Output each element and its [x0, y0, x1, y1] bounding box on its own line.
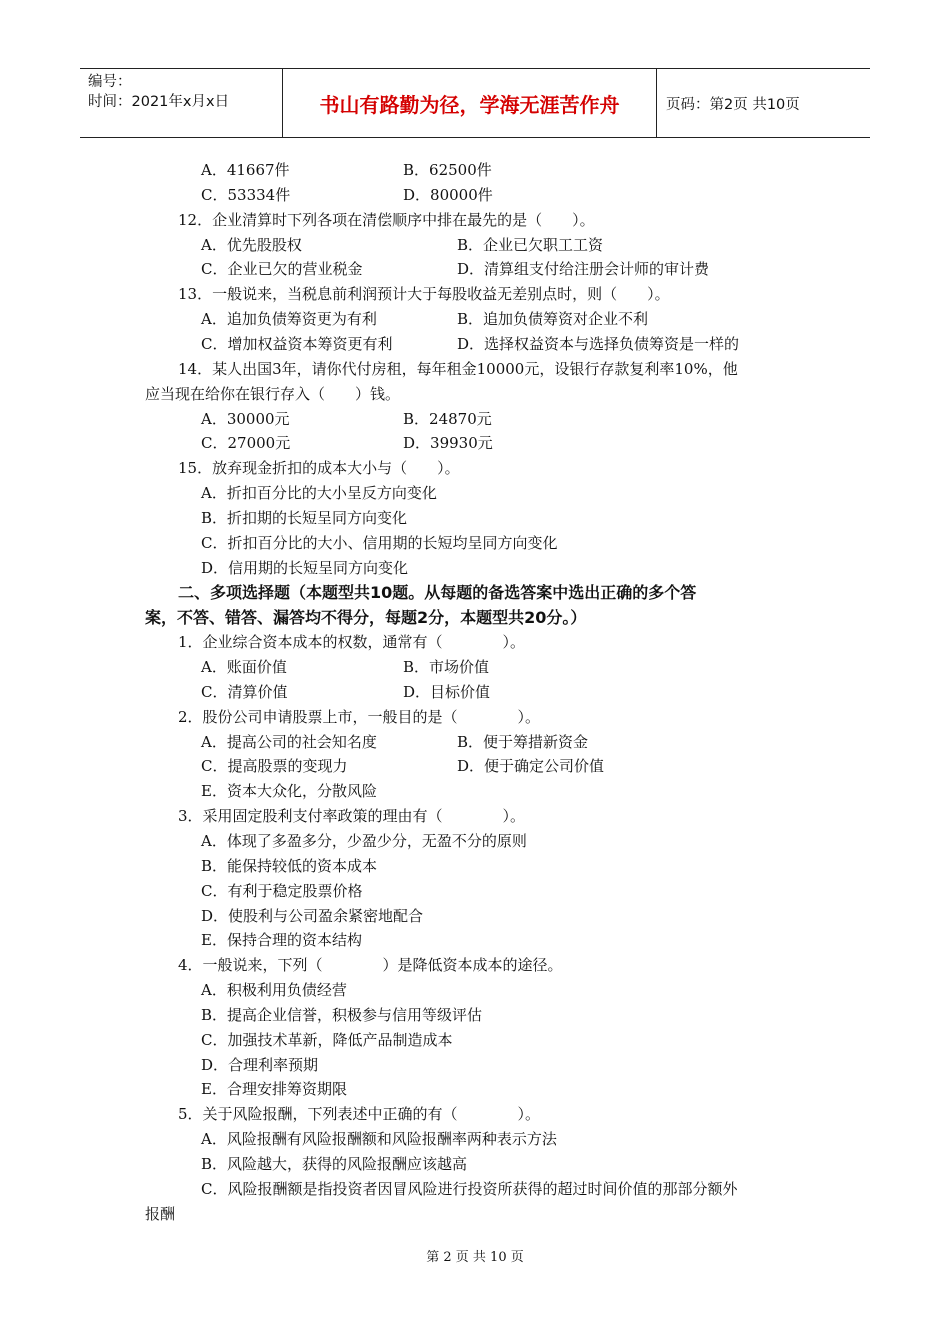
page-footer: 第 2 页 共 10 页	[426, 1250, 524, 1265]
text-line: B．企业已欠职工工资	[457, 235, 604, 254]
text-line: 13．一般说来，当税息前利润预计大于每股收益无差别点时，则（ ）。	[178, 285, 670, 304]
time-label: 时间：2021年x月x日	[88, 94, 230, 110]
text-line: C．加强技术革新，降低产品制造成本	[201, 1030, 453, 1049]
text-line: A．体现了多盈多分，少盈少分，无盈不分的原则	[201, 831, 527, 850]
text-line: B．提高企业信誉，积极参与信用等级评估	[201, 1005, 483, 1024]
text-line: C．企业已欠的营业税金	[201, 260, 363, 279]
text-line: A．折扣百分比的大小呈反方向变化	[201, 484, 437, 503]
text-line: C．有利于稳定股票价格	[201, 881, 363, 900]
page-header	[80, 68, 870, 138]
text-line: C．提高股票的变现力	[201, 757, 348, 776]
text-line: C．折扣百分比的大小、信用期的长短均呈同方向变化	[201, 533, 558, 552]
header-meta	[80, 69, 283, 137]
text-line: A．41667件	[201, 161, 290, 179]
text-line: D．80000件	[403, 185, 493, 204]
text-line: D．39930元	[403, 434, 493, 453]
text-line: 3．采用固定股利支付率政策的理由有（ ）。	[178, 807, 526, 826]
text-line: D．目标价值	[403, 682, 491, 701]
text-line: D．选择权益资本与选择负债筹资是一样的	[457, 334, 740, 353]
text-line: D．信用期的长短呈同方向变化	[201, 558, 409, 577]
text-line: C．清算价值	[201, 682, 288, 701]
text-line: 应当现在给你在银行存入（ ）钱。	[145, 384, 401, 403]
section-heading-line: 案，不答、错答、漏答均不得分，每题2分，本题型共20分。）	[145, 608, 587, 628]
text-line: C．增加权益资本筹资更有利	[201, 334, 393, 353]
text-line: A．积极利用负债经营	[201, 981, 347, 1000]
text-line: 12．企业清算时下列各项在清偿顺序中排在最先的是（ ）。	[178, 210, 595, 229]
text-line: A．账面价值	[201, 658, 287, 676]
text-line: B．追加负债筹资对企业不利	[457, 310, 649, 329]
text-line: B．便于筹措新资金	[457, 732, 589, 751]
text-line: 14．某人出国3年，请你代付房租，每年租金10000元，设银行存款复利率10%，他	[178, 359, 738, 378]
text-line: D．合理利率预期	[201, 1055, 319, 1074]
text-line: 1．企业综合资本成本的权数，通常有（ ）。	[178, 633, 526, 652]
text-line: 5．关于风险报酬，下列表述中正确的有（ ）。	[178, 1105, 541, 1124]
text-line: C．27000元	[201, 434, 291, 453]
text-line: A．提高公司的社会知名度	[201, 732, 377, 751]
text-line: B．风险越大，获得的风险报酬应该越高	[201, 1155, 468, 1173]
text-line: A．追加负债筹资更为有利	[201, 310, 377, 329]
text-line: C．风险报酬额是指投资者因冒风险进行投资所获得的超过时间价值的那部分额外	[201, 1179, 738, 1198]
text-line: B．62500件	[403, 161, 492, 179]
code-label: 编号：	[88, 74, 132, 90]
text-line: E．资本大众化，分散风险	[201, 782, 377, 801]
text-line: A．优先股股权	[201, 235, 302, 254]
text-line: D．使股利与公司盈余紧密地配合	[201, 906, 424, 925]
text-line: D．清算组支付给注册会计师的审计费	[457, 260, 710, 279]
text-line: A．30000元	[201, 409, 290, 428]
text-line: D．便于确定公司价值	[457, 757, 605, 776]
text-line: C．53334件	[201, 185, 291, 204]
header-page-info: 页码：第2页 共10页	[666, 96, 800, 113]
text-line: 15．放弃现金折扣的成本大小与（ ）。	[178, 459, 460, 478]
text-line: 2．股份公司申请股票上市，一般目的是（ ）。	[178, 707, 541, 726]
text-line: E．保持合理的资本结构	[201, 931, 362, 950]
section-heading-line: 二、多项选择题（本题型共10题。从每题的备选答案中选出正确的多个答	[178, 583, 697, 603]
text-line: B．能保持较低的资本成本	[201, 856, 378, 875]
text-line: 4．一般说来，下列（ ）是降低资本成本的途径。	[178, 956, 563, 975]
text-line: 报酬	[145, 1204, 176, 1223]
header-motto: 书山有路勤为径，学海无涯苦作舟	[283, 69, 657, 137]
text-line: B．24870元	[403, 409, 492, 428]
text-line: B．市场价值	[403, 658, 490, 676]
text-line: B．折扣期的长短呈同方向变化	[201, 508, 408, 527]
text-line: E．合理安排筹资期限	[201, 1080, 347, 1099]
text-line: A．风险报酬有风险报酬额和风险报酬率两种表示方法	[201, 1130, 557, 1149]
